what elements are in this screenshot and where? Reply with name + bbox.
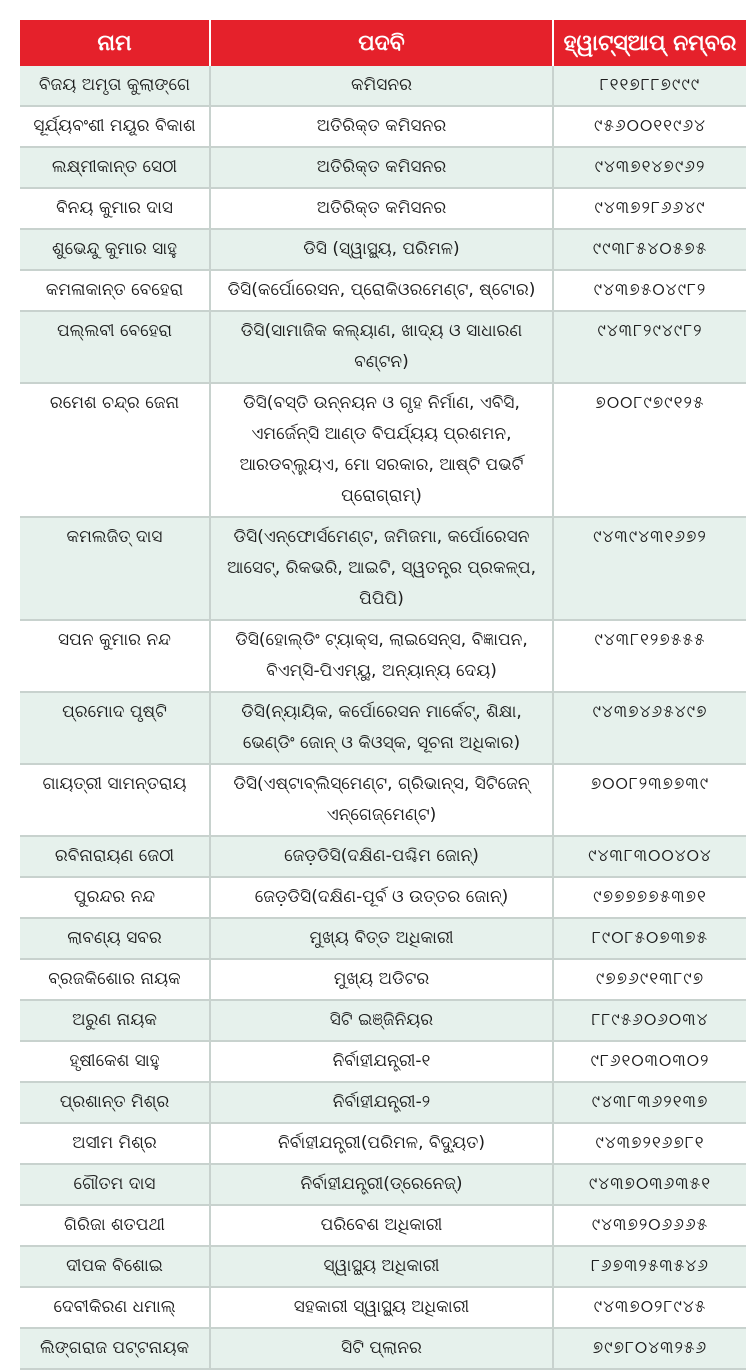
designation-cell: ଜେଡ଼ଡିସି(ଦକ୍ଷିଣ-ପଶ୍ଚିମ ଜୋନ୍): [210, 836, 553, 877]
name-cell: ରମେଶ ଚନ୍ଦ୍ର ଜେନା: [20, 383, 210, 517]
table-row: [20, 1205, 746, 1246]
designation-cell: ଡିସି(ହୋଲ୍ଡିଂ ଟ୍ୟାକ୍ସ, ଲାଇସେନ୍ସ, ବିଜ୍ଞାପନ, ବିଏମ୍‌ସି-ପିଏମ୍‌ୟୁ, ଅନ୍ୟାନ୍ୟ ଦେୟ): [210, 620, 553, 692]
whatsapp-number-cell: ୭୯୭୮୦୪୩୨୫୬: [553, 1328, 746, 1369]
designation-cell: ଡିସି(ଏଷ୍ଟାବ୍ଲିସ୍‌ମେଣ୍ଟ, ଗ୍ରିଭାନ୍ସ, ସିଟିଜେନ୍ ଏନ୍‌ଗେଜ୍‌ମେଣ୍ଟ): [210, 764, 553, 836]
name-cell: ବିଜୟ ଅମୃତା କୁଲାଙ୍ଗେ: [20, 66, 210, 106]
name-cell: ଲକ୍ଷ୍ମୀକାନ୍ତ ସେଠୀ: [20, 147, 210, 188]
designation-cell: ଡିସି(ବସ୍ତି ଉନ୍ନୟନ ଓ ଗୃହ ନିର୍ମାଣ, ଏବିସି, ଏମର୍ଜେନ୍ସି ଆଣ୍ଡ ବିପର୍ଯ୍ୟୟ ପ୍ରଶମନ, ଆରଡବ୍ଲ୍ୟୁଏ, ମୋ ସରକାର, ଆଷ୍ଟି ପଭର୍ଟି ପ୍ରୋଗ୍ରାମ୍): [210, 383, 553, 517]
table-row: [20, 1123, 746, 1164]
table-row: [20, 1164, 746, 1205]
whatsapp-number-cell: ୯୯୩୮୫୪୦୫୭୫: [553, 229, 746, 270]
whatsapp-number-cell: ୯୪୩୭୨୦୬୬୬୫: [553, 1205, 746, 1246]
whatsapp-number-cell: ୯୪୩୮୩୦୦୪୦୪: [553, 836, 746, 877]
name-cell: ବ୍ରଜକିଶୋର ନାୟକ: [20, 959, 210, 1000]
whatsapp-number-cell: ୯୪୩୯୪୩୧୬୭୨: [553, 517, 746, 620]
table-row: [20, 270, 746, 311]
whatsapp-number-cell: ୯୫୬୦୦୧୧୯୬୪: [553, 106, 746, 147]
whatsapp-number-cell: ୯୪୩୭୦୩୬୩୫୧: [553, 1164, 746, 1205]
table-row: [20, 106, 746, 147]
designation-cell: ସିଟି ପ୍ଲାନର: [210, 1328, 553, 1369]
table-row: [20, 877, 746, 918]
table-row: [20, 620, 746, 692]
whatsapp-number-cell: ୯୭୭୬୯୧୩୮୯୭: [553, 959, 746, 1000]
officials-table-container: [20, 20, 746, 1370]
name-cell: ସୂର୍ଯ୍ୟବଂଶୀ ମୟୂର ବିକାଶ: [20, 106, 210, 147]
designation-cell: ମୁଖ୍ୟ ବିତ୍ତ ଅଧିକାରୀ: [210, 918, 553, 959]
table-row: [20, 66, 746, 106]
column-header-whatsapp: ହ୍ୱାଟ୍‌ସ୍‌ଆପ୍ ନମ୍ବର: [553, 20, 746, 66]
whatsapp-number-cell: ୯୪୩୭୦୨୮୯୪୫: [553, 1287, 746, 1328]
name-cell: ହୃଷୀକେଶ ସାହୁ: [20, 1041, 210, 1082]
table-row: [20, 1082, 746, 1123]
table-row: [20, 147, 746, 188]
designation-cell: ପରିବେଶ ଅଧିକାରୀ: [210, 1205, 553, 1246]
designation-cell: ଡିସି(ଏନ୍‌ଫୋର୍ସମେଣ୍ଟ, ଜମିଜମା, କର୍ପୋରେସନ ଆସେଟ୍, ରିକଭରି, ଆଇଟି, ସ୍ୱତନ୍ତ୍ର ପ୍ରକଳ୍ପ, ପିପିପି): [210, 517, 553, 620]
designation-cell: ଅତିରିକ୍ତ କମିସନର: [210, 188, 553, 229]
name-cell: କମଲଜିତ୍ ଦାସ: [20, 517, 210, 620]
whatsapp-number-cell: ୭୦୦୮୯୭୯୧୨୫: [553, 383, 746, 517]
name-cell: ପ୍ରମୋଦ ପୃଷ୍ଟି: [20, 692, 210, 764]
table-row: [20, 1041, 746, 1082]
officials-table: [20, 20, 746, 1370]
name-cell: ଗୌତମ ଦାସ: [20, 1164, 210, 1205]
table-header: [20, 20, 746, 66]
designation-cell: ନିର୍ବାହୀଯନ୍ତ୍ରୀ-୨: [210, 1082, 553, 1123]
designation-cell: ଡିସି (ସ୍ୱାସ୍ଥ୍ୟ, ପରିମଳ): [210, 229, 553, 270]
designation-cell: ଡିସି(କର୍ପୋରେସନ, ପ୍ରୋକିଓରମେଣ୍ଟ, ଷ୍ଟୋର): [210, 270, 553, 311]
whatsapp-number-cell: ୯୪୩୮୩୬୨୧୩୭: [553, 1082, 746, 1123]
whatsapp-number-cell: ୮୧୧୭୮୮୭୯୯୯: [553, 66, 746, 106]
name-cell: ଅରୁଣ ନାୟକ: [20, 1000, 210, 1041]
name-cell: ଲାବଣ୍ୟ ସବର: [20, 918, 210, 959]
table-row: [20, 1000, 746, 1041]
table-row: [20, 918, 746, 959]
designation-cell: ଅତିରିକ୍ତ କମିସନର: [210, 106, 553, 147]
whatsapp-number-cell: ୯୭୭୭୭୭୫୩୭୧: [553, 877, 746, 918]
whatsapp-number-cell: ୮୯୦୮୫୦୭୩୭୫: [553, 918, 746, 959]
table-row: [20, 517, 746, 620]
name-cell: କମଳାକାନ୍ତ ବେହେରା: [20, 270, 210, 311]
designation-cell: ମୁଖ୍ୟ ଅଡିଟର: [210, 959, 553, 1000]
designation-cell: ଡିସି(ସାମାଜିକ କଲ୍ୟାଣ, ଖାଦ୍ୟ ଓ ସାଧାରଣ ବଣ୍ଟନ): [210, 311, 553, 383]
table-row: [20, 692, 746, 764]
designation-cell: ଡିସି(ନ୍ୟାୟିକ, କର୍ପୋରେସନ ମାର୍କେଟ୍, ଶିକ୍ଷା, ଭେଣ୍ଡିଂ ଜୋନ୍ ଓ କିଓସ୍କ, ସୂଚନା ଅଧିକାର): [210, 692, 553, 764]
whatsapp-number-cell: ୭୦୦୮୨୩୭୭୩୯: [553, 764, 746, 836]
table-row: [20, 188, 746, 229]
designation-cell: ନିର୍ବାହୀଯନ୍ତ୍ରୀ(ଡ୍ରେନେଜ୍): [210, 1164, 553, 1205]
whatsapp-number-cell: ୯୪୩୭୫୦୪୯୮୨: [553, 270, 746, 311]
name-cell: ସପନ କୁମାର ନନ୍ଦ: [20, 620, 210, 692]
designation-cell: ନିର୍ବାହୀଯନ୍ତ୍ରୀ-୧: [210, 1041, 553, 1082]
table-row: [20, 836, 746, 877]
name-cell: ଦେବୀକିରଣ ଧମାଲ୍: [20, 1287, 210, 1328]
table-row: [20, 959, 746, 1000]
table-row: [20, 311, 746, 383]
whatsapp-number-cell: ୯୪୩୭୧୪୭୯୬୨: [553, 147, 746, 188]
table-row: [20, 1246, 746, 1287]
table-body: [20, 66, 746, 1369]
table-row: [20, 383, 746, 517]
name-cell: ରବିନାରାୟଣ ଜେଠୀ: [20, 836, 210, 877]
name-cell: ଦୀପକ ବିଶୋଇ: [20, 1246, 210, 1287]
designation-cell: କମିସନର: [210, 66, 553, 106]
name-cell: ପଲ୍ଲବୀ ବେହେରା: [20, 311, 210, 383]
whatsapp-number-cell: ୯୪୩୭୨୧୬୭୮୧: [553, 1123, 746, 1164]
name-cell: ଅସୀମ ମିଶ୍ର: [20, 1123, 210, 1164]
whatsapp-number-cell: ୯୪୩୮୧୨୭୫୫୫: [553, 620, 746, 692]
whatsapp-number-cell: ୮୮୯୫୬୦୬୦୩୪: [553, 1000, 746, 1041]
name-cell: ଲିଙ୍ଗରାଜ ପଟ୍ଟନାୟକ: [20, 1328, 210, 1369]
designation-cell: ସ୍ୱାସ୍ଥ୍ୟ ଅଧିକାରୀ: [210, 1246, 553, 1287]
table-row: [20, 229, 746, 270]
designation-cell: ଜେଡ଼ଡିସି(ଦକ୍ଷିଣ-ପୂର୍ବ ଓ ଉତ୍ତର ଜୋନ୍): [210, 877, 553, 918]
name-cell: ବିନୟ କୁମାର ଦାସ: [20, 188, 210, 229]
table-row: [20, 1328, 746, 1369]
whatsapp-number-cell: ୯୪୩୭୪୬୫୪୯୭: [553, 692, 746, 764]
whatsapp-number-cell: ୮୬୭୩୨୫୩୫୪୬: [553, 1246, 746, 1287]
table-row: [20, 1287, 746, 1328]
designation-cell: ନିର୍ବାହୀଯନ୍ତ୍ରୀ(ପରିମଳ, ବିଦ୍ୟୁତ): [210, 1123, 553, 1164]
designation-cell: ସହକାରୀ ସ୍ୱାସ୍ଥ୍ୟ ଅଧିକାରୀ: [210, 1287, 553, 1328]
column-header-designation: ପଦବି: [210, 20, 553, 66]
name-cell: ପୁରନ୍ଦର ନନ୍ଦ: [20, 877, 210, 918]
designation-cell: ଅତିରିକ୍ତ କମିସନର: [210, 147, 553, 188]
table-row: [20, 764, 746, 836]
name-cell: ଗାୟତ୍ରୀ ସାମନ୍ତରାୟ: [20, 764, 210, 836]
whatsapp-number-cell: ୯୪୩୮୨୯୪୯୮୨: [553, 311, 746, 383]
column-header-name: ନାମ: [20, 20, 210, 66]
whatsapp-number-cell: ୯୮୬୧୦୩୦୩୦୨: [553, 1041, 746, 1082]
designation-cell: ସିଟି ଇଞ୍ଜିନିୟର: [210, 1000, 553, 1041]
header-row: [20, 20, 746, 66]
name-cell: ଶୁଭେନ୍ଦୁ କୁମାର ସାହୁ: [20, 229, 210, 270]
name-cell: ଗିରିଜା ଶତପଥୀ: [20, 1205, 210, 1246]
whatsapp-number-cell: ୯୪୩୭୨୮୬୬୪୯: [553, 188, 746, 229]
name-cell: ପ୍ରଶାନ୍ତ ମିଶ୍ର: [20, 1082, 210, 1123]
